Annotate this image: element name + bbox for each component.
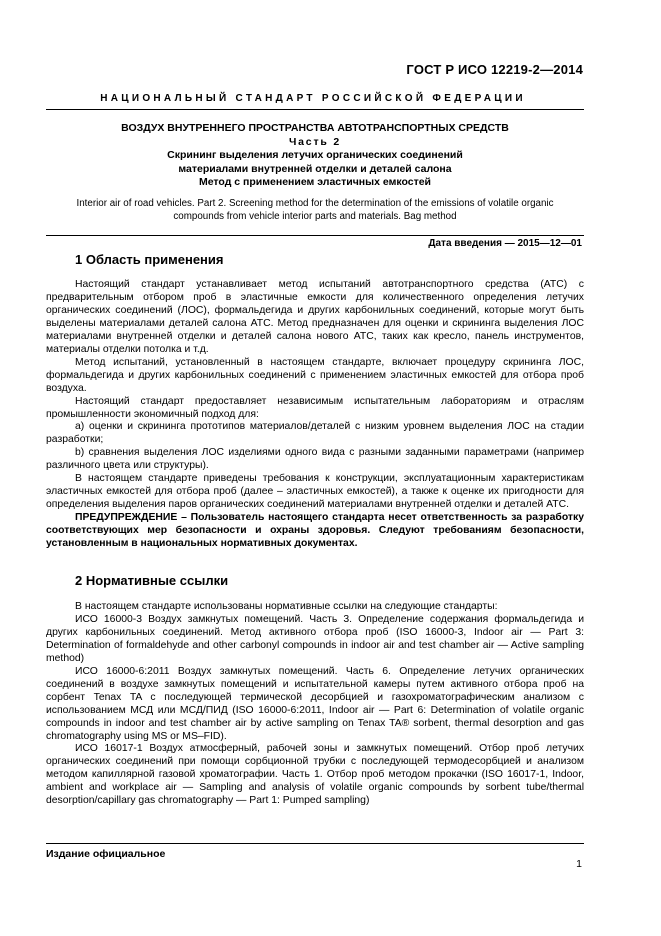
document-id: ГОСТ Р ИСО 12219-2—2014: [406, 62, 583, 77]
section-1-heading: 1 Область применения: [75, 252, 224, 267]
reference-item: ИСО 16000-3 Воздух замкнутых помещений. Часть 3. Определение содержания формальдегида и других карбонильных соединений. Метод активного отбора проб (ISO 16000-3, Indoor air — Part 3: Determination of formaldehyde and other carbonyl compounds in indoor air and test chamber air — Active sampling method): [46, 613, 584, 664]
paragraph: Настоящий стандарт предоставляет независимым испытательным лабораториям и отраслям промышленности экономичный подход для:: [46, 395, 584, 420]
section-1-body: [46, 279, 584, 551]
title-line-4: материалами внутренней отделки и деталей салона: [178, 162, 452, 175]
title-line-3: Скрининг выделения летучих органических соединений: [167, 149, 463, 162]
warning-paragraph: ПРЕДУПРЕЖДЕНИЕ – Пользователь настоящего стандарта несет ответственность за разработку соответствующих мер безопасности и охраны здоровья. Следуют требованиям безопасности, установленным в национальных нормативных документах.: [46, 512, 584, 550]
reference-item: ИСО 16017-1 Воздух атмосферный, рабочей зоны и замкнутых помещений. Отбор проб летучих органических соединений при помощи сорбционной трубки с последующей термодесорбцией и анализом методом капиллярной газовой хроматографии. Часть 1. Отбор проб методом прокачки (ISO 16017-1, Indoor, ambient and workplace air — Sampling and analysis of volatile organic compounds by sorbent tube/thermal desorption/capillary gas chromatography — Part 1: Pumped sampling): [46, 743, 584, 807]
title-part: Часть 2: [288, 135, 341, 148]
official-edition-label: Издание официальное: [46, 848, 166, 860]
section-2-body: [46, 601, 584, 808]
title-line-5: Метод с применением эластичных емкостей: [198, 176, 432, 189]
paragraph: В настоящем стандарте приведены требования к конструкции, эксплуатационным характеристикам эластичных емкостей для отбора проб (далее – эластичных емкостей), а также к оценке их пригодности для определения выделения паров органических соединений материалами внутренней отделки и деталей АТС.: [46, 473, 584, 511]
national-standard-banner: НАЦИОНАЛЬНЫЙ СТАНДАРТ РОССИЙСКОЙ ФЕДЕРАЦИИ: [100, 93, 526, 104]
title-line-1: ВОЗДУХ ВНУТРЕННЕГО ПРОСТРАНСТВА АВТОТРАНСПОРТНЫХ СРЕДСТВ: [121, 122, 509, 134]
english-title: [46, 197, 584, 224]
list-item: b) сравнения выделения ЛОС изделиями одного вида с разными заданными параметрами (например различного цвета или структуры).: [46, 447, 584, 472]
introduction-date: Дата введения — 2015—12—01: [428, 238, 582, 249]
title-divider: [46, 235, 584, 236]
english-title-line-1: Interior air of road vehicles. Part 2. Screening method for the determination of the emissions of volatile organic: [76, 198, 554, 209]
footer-divider: [46, 843, 584, 844]
english-title-line-2: compounds from vehicle interior parts and materials. Bag method: [173, 211, 457, 223]
header-divider: [46, 109, 584, 110]
page-number: 1: [576, 858, 582, 870]
paragraph: В настоящем стандарте использованы нормативные ссылки на следующие стандарты:: [75, 601, 498, 612]
section-2-heading: 2 Нормативные ссылки: [75, 573, 229, 588]
document-title: [46, 122, 584, 190]
reference-item: ИСО 16000-6:2011 Воздух замкнутых помещений. Часть 6. Определение летучих органических соединений в воздухе замкнутых помещений и испытательной камеры путем активного отбора проб на сорбент Tenax TA с последующей термической десорбцией и газохроматографическим анализом с использованием МСД или МСД/ПИД (ISO 16000-6:2011, Indoor air — Part 6: Determination of volatile organic compounds in indoor and test chamber air by active sampling on Tenax TA® sorbent, thermal desorption and gas chromatography using MS or MS–FID).: [46, 665, 584, 742]
list-item: a) оценки и скрининга прототипов материалов/деталей с низким уровнем выделения ЛОС на стадии разработки;: [46, 421, 584, 446]
paragraph: Метод испытаний, установленный в настоящем стандарте, включает процедуру скрининга ЛОС, формальдегида и других карбонильных соединений с применением эластичных емкостей для отбора проб воздуха.: [46, 356, 584, 394]
paragraph: Настоящий стандарт устанавливает метод испытаний автотранспортного средства (АТС) с предварительным отбором проб в эластичные емкости для количественного определения летучих органических соединений (ЛОС), формальдегида и других карбонильных соединений, которые могут быть выделены материалами деталей салона АТС. Метод предназначен для оценки и скрининга выделения ЛОС материалами внутренней отделки и деталей салона нового АТС, таких как кресло, панель инструментов, материалы отделки потолка и т.д.: [46, 279, 584, 355]
